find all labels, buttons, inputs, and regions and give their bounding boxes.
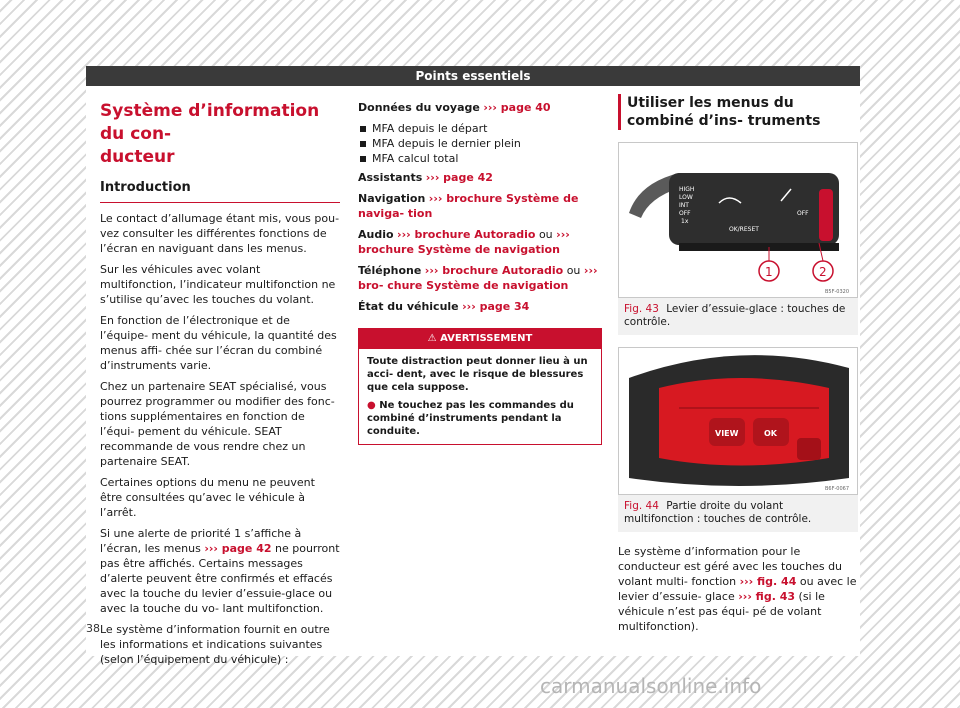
fig43-label: OFF: [679, 210, 691, 217]
callout-2: 2: [819, 265, 827, 279]
brochure-link[interactable]: ››› brochure Autoradio: [424, 264, 564, 277]
text: Le système d’information pour le conducteur est géré avec les touches du volant multi- fonction: [618, 545, 843, 588]
callout-1: 1: [765, 265, 773, 279]
watermark: carmanualsonline.info: [540, 674, 762, 698]
page-link[interactable]: ››› page 34: [462, 300, 530, 313]
menu-entry-assistants: [358, 170, 602, 185]
column-left: [100, 92, 340, 673]
figure-code: B6F-0067: [825, 486, 850, 492]
menu-label: Audio: [358, 228, 394, 241]
section-heading: Utiliser les menus du combiné d’ins- truments: [618, 94, 858, 130]
warning-box: [358, 328, 602, 445]
fig43-label: HIGH: [679, 186, 695, 193]
menu-label: Téléphone: [358, 264, 422, 277]
figure-link[interactable]: ››› fig. 44: [739, 575, 797, 588]
bullet-icon: ●: [367, 400, 376, 411]
text: ou: [538, 228, 553, 241]
menu-entry-trip: [358, 100, 602, 115]
paragraph: Chez un partenaire SEAT spécialisé, vous pourrez programmer ou modifier des fonc- tions supplémentaires en fonction de l’équi- pement du véhicule. SEAT recommande de vous rendre chez un partenaire SEAT.: [100, 380, 335, 468]
page-link[interactable]: ››› page 40: [483, 101, 551, 114]
page-header: Points essentiels: [86, 66, 860, 86]
column-middle: [358, 100, 602, 445]
list-item: MFA depuis le dernier plein: [358, 136, 602, 151]
fig43-label: 1x: [681, 218, 689, 225]
fig43-label: OFF: [797, 210, 809, 217]
subsection-title: Introduction: [100, 179, 340, 203]
wiper-lever-illustration: [619, 143, 857, 297]
warning-header: [359, 329, 601, 349]
menu-label: Données du voyage: [358, 101, 480, 114]
list-item: MFA calcul total: [358, 151, 602, 166]
manual-page: [86, 66, 860, 666]
paragraph: En fonction de l’électronique et de l’équipe- ment du véhicule, la quantité des menus affi- chée sur l’écran du combiné d’instruments varie.: [100, 314, 337, 372]
fig44-label: VIEW: [715, 429, 739, 438]
paragraph: [618, 544, 858, 634]
brochure-link[interactable]: ››› brochure Système de navigation: [358, 228, 570, 256]
menu-entry-phone: [358, 263, 602, 293]
brochure-link[interactable]: ››› brochure Autoradio: [397, 228, 536, 241]
paragraph: Le système d’information fournit en outre les informations et indications suivantes (selon l’équipement du véhicule) :: [100, 623, 330, 666]
section-title-line1: Système d’information du con-: [100, 101, 320, 144]
section-title: [100, 100, 340, 169]
figure-44-caption: [618, 495, 858, 532]
fig43-label: OK/RESET: [729, 226, 759, 233]
paragraph: Sur les véhicules avec volant multifonction, l’indicateur multifonction ne s’utilise qu’avec les touches du volant.: [100, 263, 336, 306]
text: ou avec le levier d’essuie- glace: [618, 575, 857, 603]
page-number: 38: [86, 622, 100, 635]
figure-44: [618, 347, 858, 495]
text: ou: [566, 264, 581, 277]
text: Si une alerte de priorité 1 s’affiche à l’écran, les menus: [100, 527, 302, 555]
warning-text: Toute distraction peut donner lieu à un acci- dent, avec le risque de blessures que cela suppose.: [367, 356, 588, 393]
paragraph: Certaines options du menu ne peuvent être consultées qu’avec le véhicule à l’arrêt.: [100, 476, 315, 519]
menu-entry-navigation: [358, 191, 602, 221]
fig44-label: OK: [764, 429, 777, 438]
menu-entry-vehicle: [358, 299, 602, 314]
fig43-label: LOW: [679, 194, 693, 201]
paragraph: [100, 526, 340, 616]
warning-title: AVERTISSEMENT: [440, 333, 533, 344]
text: (si le véhicule n’est pas équi- pé de volant multifonction).: [618, 590, 825, 633]
column-right: [618, 92, 858, 640]
warning-bullet: [367, 399, 593, 438]
warning-body: [359, 349, 601, 444]
figure-43-caption: [618, 298, 858, 335]
text: ne pourront pas être affichés. Certains messages d’alerte peuvent être confirmés et effacés avec la touche du levier d’essuie-glace ou avec la touche du vo- lant multifonction.: [100, 542, 340, 615]
fig43-label: INT: [679, 202, 689, 209]
trip-list: [358, 121, 602, 166]
page-link[interactable]: ››› page 42: [425, 171, 493, 184]
warning-triangle-icon: ⚠: [427, 333, 437, 344]
menu-label: Navigation: [358, 192, 426, 205]
menu-label: État du véhicule: [358, 300, 459, 313]
section-title-line2: ducteur: [100, 147, 175, 167]
figure-number: Fig. 43: [624, 303, 659, 315]
page-link[interactable]: ››› page 42: [204, 542, 272, 555]
brochure-link[interactable]: ››› bro- chure Système de navigation: [358, 264, 598, 292]
figure-link[interactable]: ››› fig. 43: [738, 590, 796, 603]
warning-bullet-text: Ne touchez pas les commandes du combiné d’instruments pendant la conduite.: [367, 400, 574, 437]
figure-code: B5F-0320: [825, 289, 850, 295]
list-item: MFA depuis le départ: [358, 121, 602, 136]
paragraph: Le contact d’allumage étant mis, vous pou- vez consulter les différentes fonctions de l’écran en naviguant dans les menus.: [100, 212, 340, 255]
caption-text: Levier d’essuie-glace : touches de contrôle.: [624, 303, 846, 328]
steering-wheel-illustration: [619, 348, 857, 494]
figure-43: [618, 142, 858, 298]
brochure-link[interactable]: ››› brochure Système de naviga- tion: [358, 192, 579, 220]
caption-text: Partie droite du volant multifonction : touches de contrôle.: [624, 500, 812, 525]
menu-entry-audio: [358, 227, 602, 257]
figure-number: Fig. 44: [624, 500, 659, 512]
menu-label: Assistants: [358, 171, 423, 184]
